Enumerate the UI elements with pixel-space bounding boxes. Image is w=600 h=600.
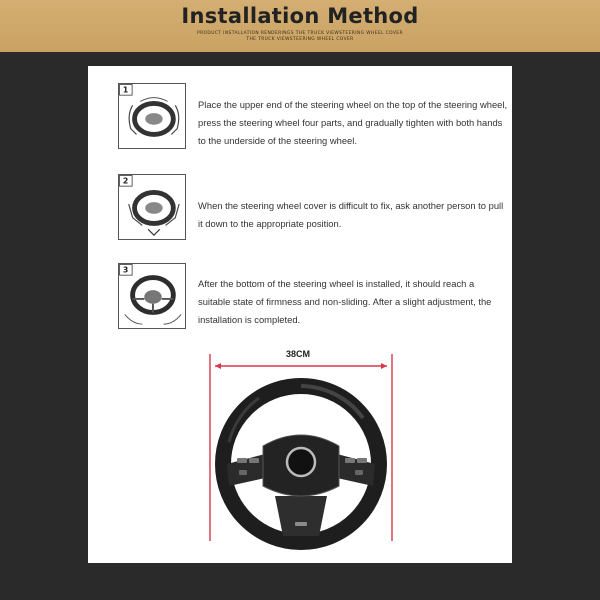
hands-on-wheel-icon [119, 84, 185, 148]
step-2-text: When the steering wheel cover is difficult to fix, ask another person to pull it down to the appropriate position. [198, 200, 504, 229]
step-2-illustration [118, 174, 186, 240]
page-title: Installation Method [181, 4, 419, 28]
banner-subtitle [0, 31, 600, 43]
header-banner [0, 0, 600, 52]
pull-down-wheel-icon [119, 175, 185, 239]
instruction-card [88, 66, 512, 563]
step-2-number: 2 [122, 176, 129, 186]
step-3-illustration [118, 263, 186, 329]
steering-wheel-icon [205, 346, 405, 556]
banner-subtitle-line-2: THE TRUCK VIEWSTEERING WHEEL COVER [246, 37, 354, 42]
finished-wheel-icon [119, 264, 185, 328]
banner-subtitle-line-1: PRODUCT INSTALLATION RENDERINGS THE TRUCK VIEWSTEERING WHEEL COVER [197, 31, 403, 36]
step-1-illustration [118, 83, 186, 149]
step-3-text: After the bottom of the steering wheel is installed, it should reach a suitable state of firmness and non-sliding. After a slight adjustment, the installation is completed. [198, 278, 492, 325]
step-1-number: 1 [122, 85, 129, 95]
step-1-text: Place the upper end of the steering wheel on the top of the steering wheel, press the steering wheel four parts, and gradually tighten with both hands to the underside of the steering wheel. [198, 99, 508, 146]
steering-wheel-image [205, 346, 405, 556]
dimension-label: 38CM [285, 349, 310, 359]
step-3-number: 3 [122, 265, 129, 275]
